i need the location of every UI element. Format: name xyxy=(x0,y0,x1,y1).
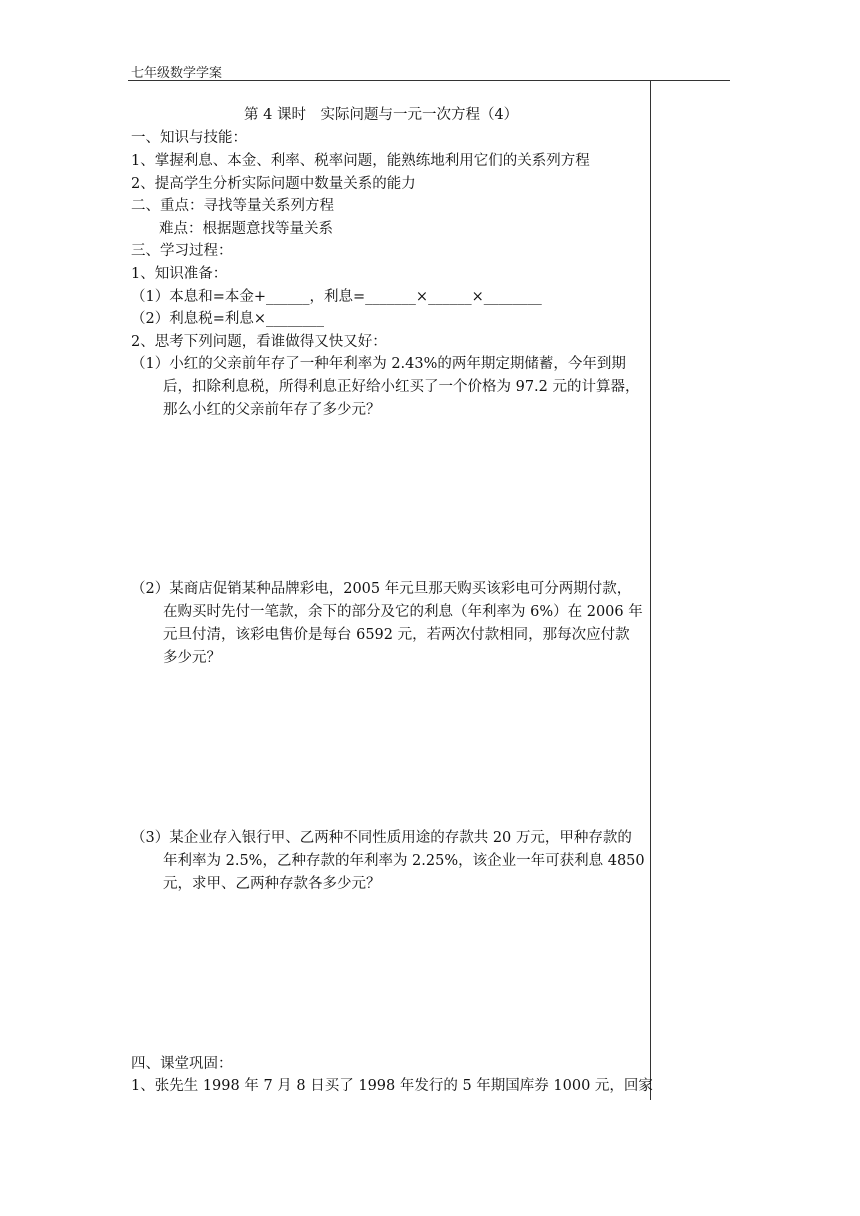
section-1-heading: 一、知识与技能： xyxy=(131,130,247,146)
knowledge-prep-heading: 1、知识准备： xyxy=(131,266,228,282)
question-3-line-3: 元，求甲、乙两种存款各多少元？ xyxy=(163,876,381,892)
section-2-difficulty: 难点：根据题意找等量关系 xyxy=(159,221,333,237)
question-2-line-3: 元旦付清，该彩电售价是每台 6592 元，若两次付款相同，那每次应付款 xyxy=(163,627,630,643)
think-heading: 2、思考下列问题，看谁做得又快又好： xyxy=(131,334,387,350)
question-1-line-3: 那么小红的父亲前年存了多少元？ xyxy=(163,402,381,418)
section-1-item-2: 2、提高学生分析实际问题中数量关系的能力 xyxy=(131,176,416,192)
knowledge-prep-item-2: （2）利息税=利息×________ xyxy=(131,311,325,327)
question-3-line-2: 年利率为 2.5%，乙种存款的年利率为 2.25%，该企业一年可获利息 4850 xyxy=(163,853,645,869)
section-2-heading: 二、重点：寻找等量关系列方程 xyxy=(131,198,334,214)
page-header: 七年级数学学案 xyxy=(131,66,223,81)
question-3-line-1: （3）某企业存入银行甲、乙两种不同性质用途的存款共 20 万元，甲种存款的 xyxy=(131,830,632,846)
question-1-line-2: 后，扣除利息税，所得利息正好给小红买了一个价格为 97.2 元的计算器， xyxy=(163,379,640,395)
right-margin-line xyxy=(650,80,651,1100)
knowledge-prep-item-1: （1）本息和=本金+______，利息=_______×______×________ xyxy=(131,289,542,305)
question-2-line-1: （2）某商店促销某种品牌彩电，2005 年元旦那天购买该彩电可分两期付款， xyxy=(131,581,632,597)
section-4-heading: 四、课堂巩固： xyxy=(131,1056,233,1072)
section-4-item-1: 1、张先生 1998 年 7 月 8 日买了 1998 年发行的 5 年期国库券 1000 元，回家 xyxy=(131,1078,653,1094)
lesson-title: 第 4 课时 实际问题与一元一次方程（4） xyxy=(244,107,519,123)
question-2-line-2: 在购买时先付一笔款，余下的部分及它的利息（年利率为 6%）在 2006 年 xyxy=(163,604,643,620)
header-divider xyxy=(128,80,730,81)
question-2-line-4: 多少元？ xyxy=(163,650,221,666)
section-3-heading: 三、学习过程： xyxy=(131,243,233,259)
section-1-item-1: 1、掌握利息、本金、利率、税率问题，能熟练地利用它们的关系列方程 xyxy=(131,153,590,169)
question-1-line-1: （1）小红的父亲前年存了一种年利率为 2.43%的两年期定期储蓄，今年到期 xyxy=(131,356,626,372)
